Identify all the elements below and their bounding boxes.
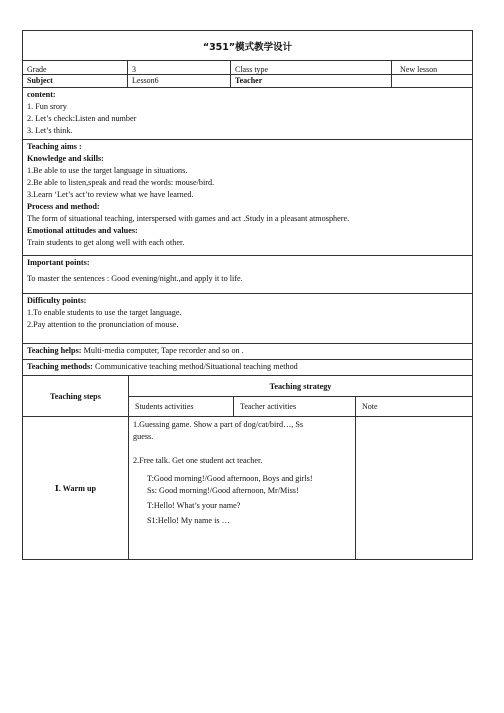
important-heading: Important points: — [27, 258, 90, 267]
process-heading: Process and method: — [27, 202, 100, 211]
teaching-strategy-header: Teaching strategy — [129, 376, 472, 397]
dialogue-line: T:Hello! What’s your name? — [147, 501, 241, 510]
content-item: 1. Fun srory — [27, 102, 67, 111]
note-header: Note — [362, 402, 378, 411]
knowledge-heading: Knowledge and skills: — [27, 154, 104, 163]
warm-up-row — [23, 417, 472, 560]
warm-up-line: guess. — [133, 432, 154, 441]
teacher-label: Teacher — [231, 75, 392, 87]
teacher-activities-header: Teacher activities — [234, 397, 356, 416]
teaching-methods-row — [23, 360, 472, 376]
warm-up-note — [356, 417, 472, 559]
content-section — [23, 88, 472, 140]
helps-label: Teaching helps: — [27, 346, 82, 355]
aims-heading: Teaching aims : — [27, 142, 82, 151]
info-row-subject — [23, 75, 472, 88]
knowledge-item: 3.Learn ‘Let’s act’to review what we have learned. — [27, 190, 194, 199]
content-item: 3. Let’s think. — [27, 126, 73, 135]
teaching-steps-header: Teaching steps — [23, 376, 129, 416]
helps-text: Multi-media computer, Tape recorder and so on . — [81, 346, 244, 355]
emotional-heading: Emotional attitudes and values: — [27, 226, 138, 235]
subject-value: Lesson6 — [128, 75, 231, 87]
teaching-aims-section — [23, 140, 472, 256]
class-type-value: New lesson — [400, 65, 438, 74]
warm-up-line: 2.Free talk. Get one student act teacher. — [133, 456, 263, 465]
teaching-helps-row — [23, 344, 472, 360]
dialogue-line: S1:Hello! My name is … — [147, 516, 230, 525]
strategy-header — [23, 376, 472, 417]
class-type-label: Class type — [231, 61, 392, 74]
warm-up-line: 1.Guessing game. Show a part of dog/cat/bird…, Ss — [133, 420, 304, 429]
methods-label: Teaching methods: — [27, 362, 93, 371]
content-heading: content: — [27, 90, 56, 99]
difficulty-heading: Difficulty points: — [27, 296, 87, 305]
subject-label: Subject — [23, 75, 128, 87]
content-item: 2. Let’s check:Listen and number — [27, 114, 137, 123]
info-row-grade — [23, 61, 472, 75]
warm-up-activities — [129, 417, 356, 559]
dialogue-line: T:Good morning!/Good afternoon, Boys and girls! — [147, 474, 313, 483]
knowledge-item: 2.Be able to listen,speak and read the words: mouse/bird. — [27, 178, 215, 187]
warm-up-label: Ⅰ. Warm up — [23, 417, 129, 559]
difficulty-item: 2.Pay attention to the pronunciation of mouse. — [27, 320, 179, 329]
grade-label: Grade — [23, 61, 128, 74]
important-points-section — [23, 256, 472, 294]
knowledge-item: 1.Be able to use the target language in situations. — [27, 166, 188, 175]
document-title: “351”模式教学设计 — [23, 31, 472, 61]
difficulty-points-section — [23, 294, 472, 344]
teacher-value — [392, 75, 472, 87]
students-activities-header: Students activities — [129, 397, 234, 416]
emotional-text: Train students to get along well with each other. — [27, 238, 185, 247]
difficulty-item: 1.To enable students to use the target language. — [27, 308, 182, 317]
dialogue-line: Ss: Good morning!/Good afternoon, Mr/Miss! — [147, 486, 299, 495]
process-text: The form of situational teaching, interspersed with games and act .Study in a pleasant atmosphere. — [27, 214, 350, 223]
methods-text: Communicative teaching method/Situational teaching method — [92, 362, 298, 371]
important-text: To master the sentences : Good evening/night.,and apply it to life. — [27, 274, 243, 283]
grade-value: 3 — [128, 61, 231, 74]
lesson-plan-table — [22, 30, 473, 560]
